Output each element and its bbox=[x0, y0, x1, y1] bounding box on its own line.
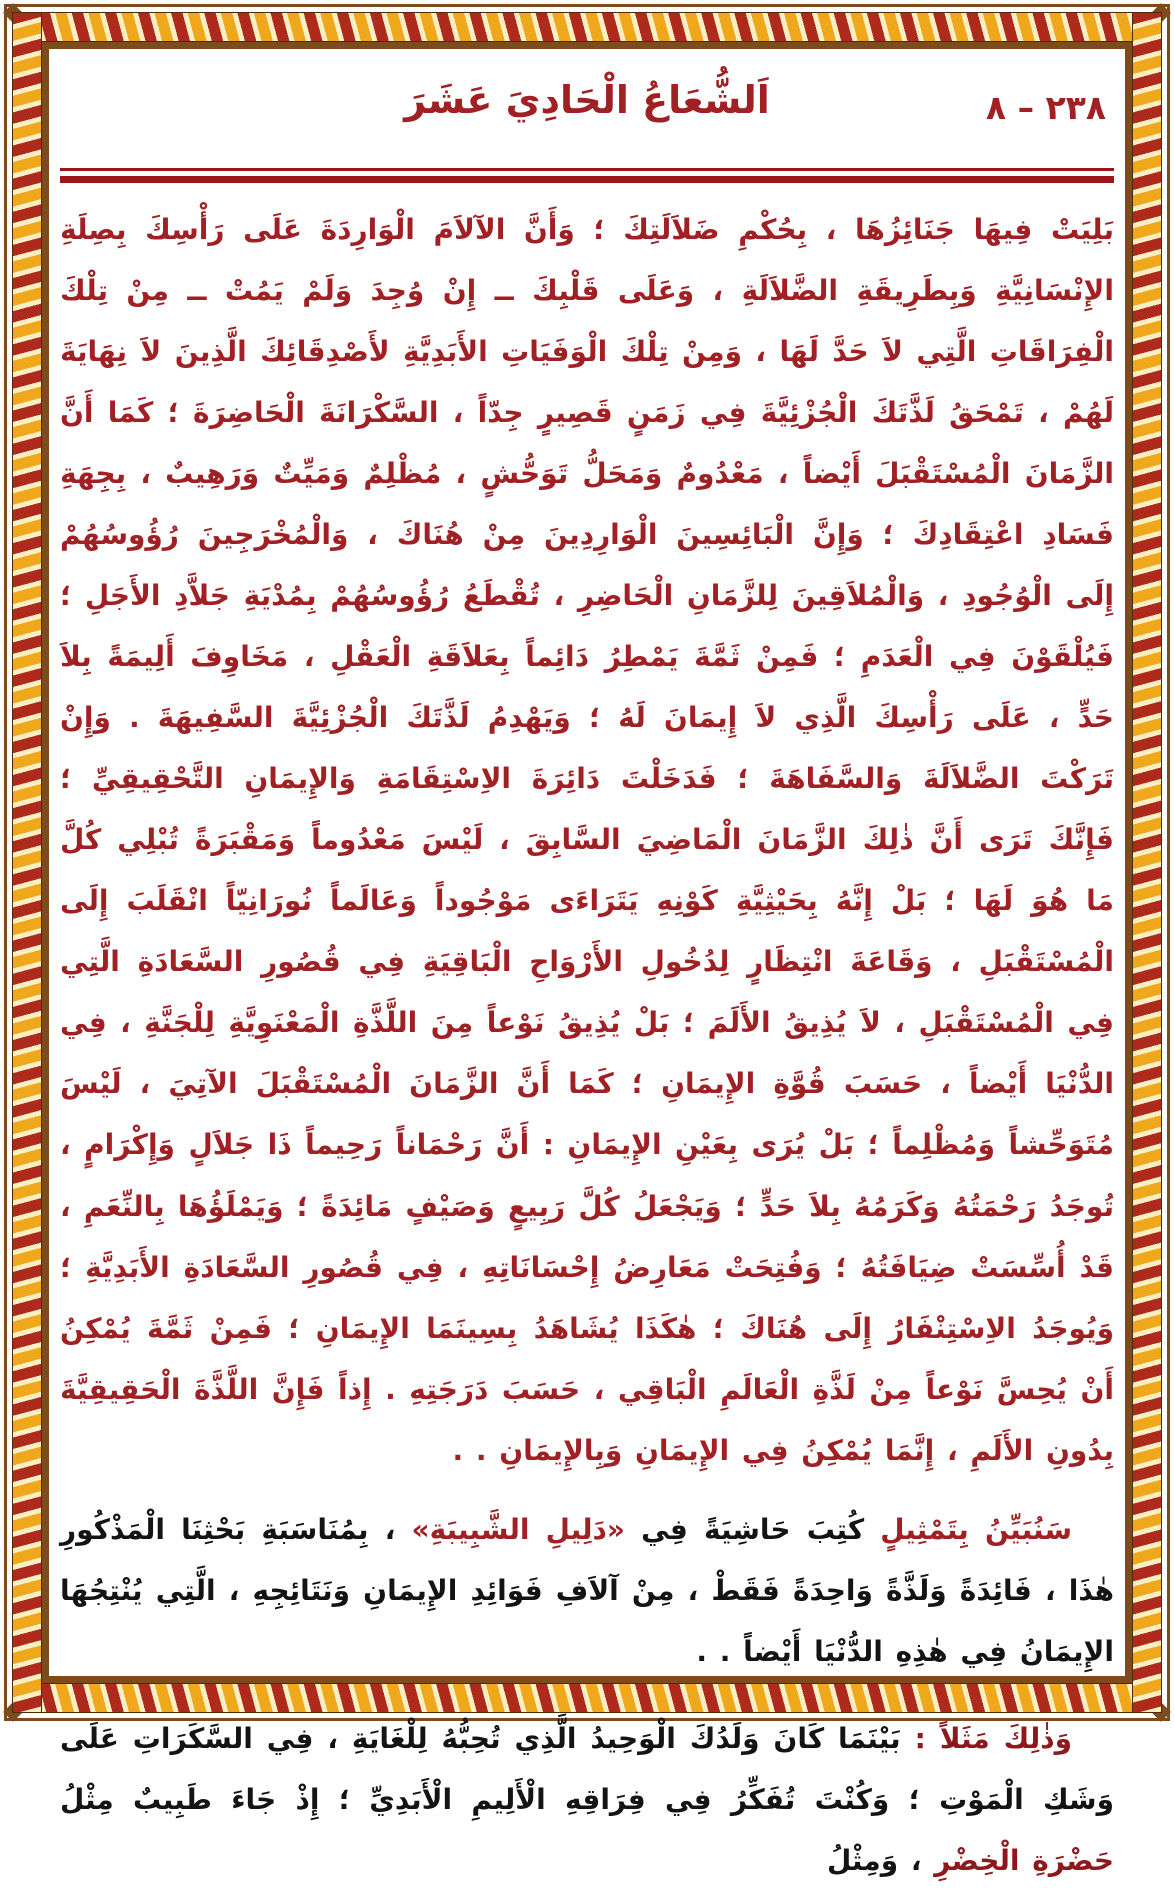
paragraph bbox=[60, 1708, 1114, 1891]
page-number: ٢٣٨ – ٨ bbox=[985, 88, 1106, 127]
text-segment: بَلِيَتْ فِيهَا جَنَائِزُهَا ، بِحُكْمِ ضَلاَلَتِكَ ؛ وَأَنَّ الآلاَمَ الْوَارِدَةَ عَلَى رَأْسِكَ بِصِلَةِ الإِنْسَانِيَّةِ وَبِطَرِيقَةِ الضَّلاَلَةِ ، وَعَلَى قَلْبِكَ ــ إِنْ وُجِدَ وَلَمْ يَمُتْ ــ مِنْ تِلْكَ الْفِرَاقَاتِ الَّتِي لاَ حَدَّ لَهَا ، وَمِنْ تِلْكَ الْوَفَيَاتِ الأَبَدِيَّةِ لأَصْدِقَائِكَ الَّذِينَ لاَ نِهَايَةَ لَهُمْ ، تَمْحَقُ لَذَّتَكَ الْجُزْئِيَّةَ فِي زَمَنٍ قَصِيرٍ جِدّاً ، السَّكْرَانَةَ الْحَاضِرَةَ ؛ كَمَا أَنَّ الزَّمَانَ الْمُسْتَقْبَلَ أَيْضاً ، مَعْدُومٌ وَمَحَلُّ تَوَحُّشٍ ، مُظْلِمٌ وَمَيِّتٌ وَرَهِيبٌ ، بِجِهَةِ فَسَادِ اعْتِقَادِكَ ؛ وَإِنَّ الْبَائِسِينَ الْوَارِدِينَ مِنْ هُنَاكَ ، وَالْمُخْرَجِينَ رُؤُوسُهُمْ إِلَى الْوُجُودِ ، وَالْمُلاَقِينَ لِلزَّمَانِ الْحَاضِرِ ، تُقْطَعُ رُؤُوسُهُمْ بِمُدْيَةِ جَلاَّدِ الأَجَلِ ؛ فَيُلْقَوْنَ فِي الْعَدَمِ ؛ فَمِنْ ثَمَّةَ يَمْطِرُ دَائِماً بِعَلاَقَةِ الْعَقْلِ ، مَخَاوِفَ أَلِيمَةً بِلاَ حَدٍّ ، عَلَى رَأْسِكَ الَّذِي لاَ إِيمَانَ لَهُ ؛ وَيَهْدِمُ لَذَّتَكَ الْجُزْئِيَّةَ السَّفِيهَةَ . وَإِنْ تَرَكْتَ الضَّلاَلَةَ وَالسَّفَاهَةَ ؛ فَدَخَلْتَ دَائِرَةَ الاِسْتِقَامَةِ وَالإِيمَانِ التَّحْقِيقِيِّ ؛ فَإِنَّكَ تَرَى أَنَّ ذٰلِكَ الزَّمَانَ الْمَاضِيَ السَّابِقَ ، لَيْسَ مَعْدُوماً وَمَقْبَرَةً تُبْلِي كُلَّ مَا هُوَ لَهَا ؛ بَلْ إِنَّهُ بِحَيْثِيَّةِ كَوْنِهِ يَتَرَاءَى مَوْجُوداً وَعَالَماً نُورَانِيّاً انْقَلَبَ إِلَى الْمُسْتَقْبَلِ ، وَقَاعَةَ انْتِظَارٍ لِدُخُولِ الأَرْوَاحِ الْبَاقِيَةِ فِي قُصُورِ السَّعَادَةِ الَّتِي فِي الْمُسْتَقْبَلِ ، لاَ يُذِيقُ الأَلَمَ ؛ بَلْ يُذِيقُ نَوْعاً مِنَ اللَّذَّةِ الْمَعْنَوِيَّةِ لِلْجَنَّةِ ، فِي الدُّنْيَا أَيْضاً ، حَسَبَ قُوَّةِ الإِيمَانِ ؛ كَمَا أَنَّ الزَّمَانَ الْمُسْتَقْبَلَ الآتِيَ ، لَيْسَ مُتَوَحِّشاً وَمُظْلِماً ؛ بَلْ يُرَى بِعَيْنِ الإِيمَانِ : أَنَّ رَحْمَاناً رَحِيماً ذَا جَلاَلٍ وَإِكْرَامٍ ، تُوجَدُ رَحْمَتُهُ وَكَرَمُهُ بِلاَ حَدٍّ ؛ وَيَجْعَلُ كُلَّ رَبِيعٍ وَصَيْفٍ مَائِدَةً ؛ وَيَمْلَؤُهَا بِالنِّعَمِ ، قَدْ أُسِّسَتْ ضِيَافَتُهُ ؛ وَفُتِحَتْ مَعَارِضُ إِحْسَانَاتِهِ ، فِي قُصُورِ السَّعَادَةِ الأَبَدِيَّةِ ؛ وَيُوجَدُ الاِسْتِنْفَارُ إِلَى هُنَاكَ ؛ هٰكَذَا يُشَاهَدُ بِسِينَمَا الإِيمَانِ ؛ فَمِنْ ثَمَّةَ يُمْكِنُ أَنْ يُحِسَّ نَوْعاً مِنْ لَذَّةِ الْعَالَمِ الْبَاقِي ، حَسَبَ دَرَجَتِهِ . إِذاً فَإِنَّ اللَّذَّةَ الْحَقِيقِيَّةَ بِدُونِ الأَلَمِ ، إِنَّمَا يُمْكِنُ فِي الإِيمَانِ وَبِالإِيمَانِ . . bbox=[60, 213, 1114, 1467]
text-segment: حَضْرَةِ الْخِضْرِ bbox=[934, 1843, 1114, 1877]
page-header bbox=[60, 58, 1114, 158]
text-segment: «دَلِيلِ الشَّبِيبَةِ» bbox=[411, 1512, 625, 1546]
body-text bbox=[60, 199, 1114, 1891]
header-rule bbox=[60, 168, 1114, 183]
text-segment: ، بِمُنَاسَبَةِ بَحْثِنَا الْمَذْكُورِ هٰذَا ، فَائِدَةً وَلَذَّةً وَاحِدَةً فَقَطْ ، مِنْ آلاَفِ فَوَائِدِ الإِيمَانِ وَنَتَائِجِهِ ، الَّتِي يُنْتِجُهَا الإِيمَانُ فِي هٰذِهِ الدُّنْيَا أَيْضاً . . bbox=[60, 1512, 1114, 1668]
text-segment: سَنُبَيِّنُ بِتَمْثِيلٍ bbox=[864, 1512, 1072, 1546]
paragraph bbox=[60, 1499, 1114, 1682]
paragraph bbox=[60, 199, 1114, 1481]
ornament-border-left bbox=[12, 12, 42, 1713]
rule-thick-line bbox=[60, 176, 1114, 183]
text-segment: بَيْنَمَا كَانَ وَلَدُكَ الْوَحِيدُ الَّذِي تُحِبُّهُ لِلْغَايَةِ ، فِي السَّكَرَاتِ عَلَى وَشَكِ الْمَوْتِ ؛ وَكُنْتَ تُفَكِّرُ فِي فِرَاقِهِ الْأَلِيمِ الْأَبَدِيِّ ؛ إِذْ جَاءَ طَبِيبٌ مِثْلُ bbox=[60, 1721, 1114, 1816]
text-segment: كُتِبَ حَاشِيَةً فِي bbox=[625, 1512, 865, 1546]
rule-thin-line bbox=[60, 168, 1114, 171]
page-title: اَلشُّعَاعُ الْحَادِيَ عَشَرَ bbox=[404, 78, 770, 122]
page-content bbox=[60, 58, 1114, 1877]
ornament-border-top bbox=[12, 12, 1162, 42]
ornament-border-right bbox=[1132, 12, 1162, 1713]
text-segment: وَذٰلِكَ مَثَلاً : bbox=[900, 1721, 1072, 1755]
text-segment: ، وَمِثْلُ bbox=[826, 1843, 935, 1877]
